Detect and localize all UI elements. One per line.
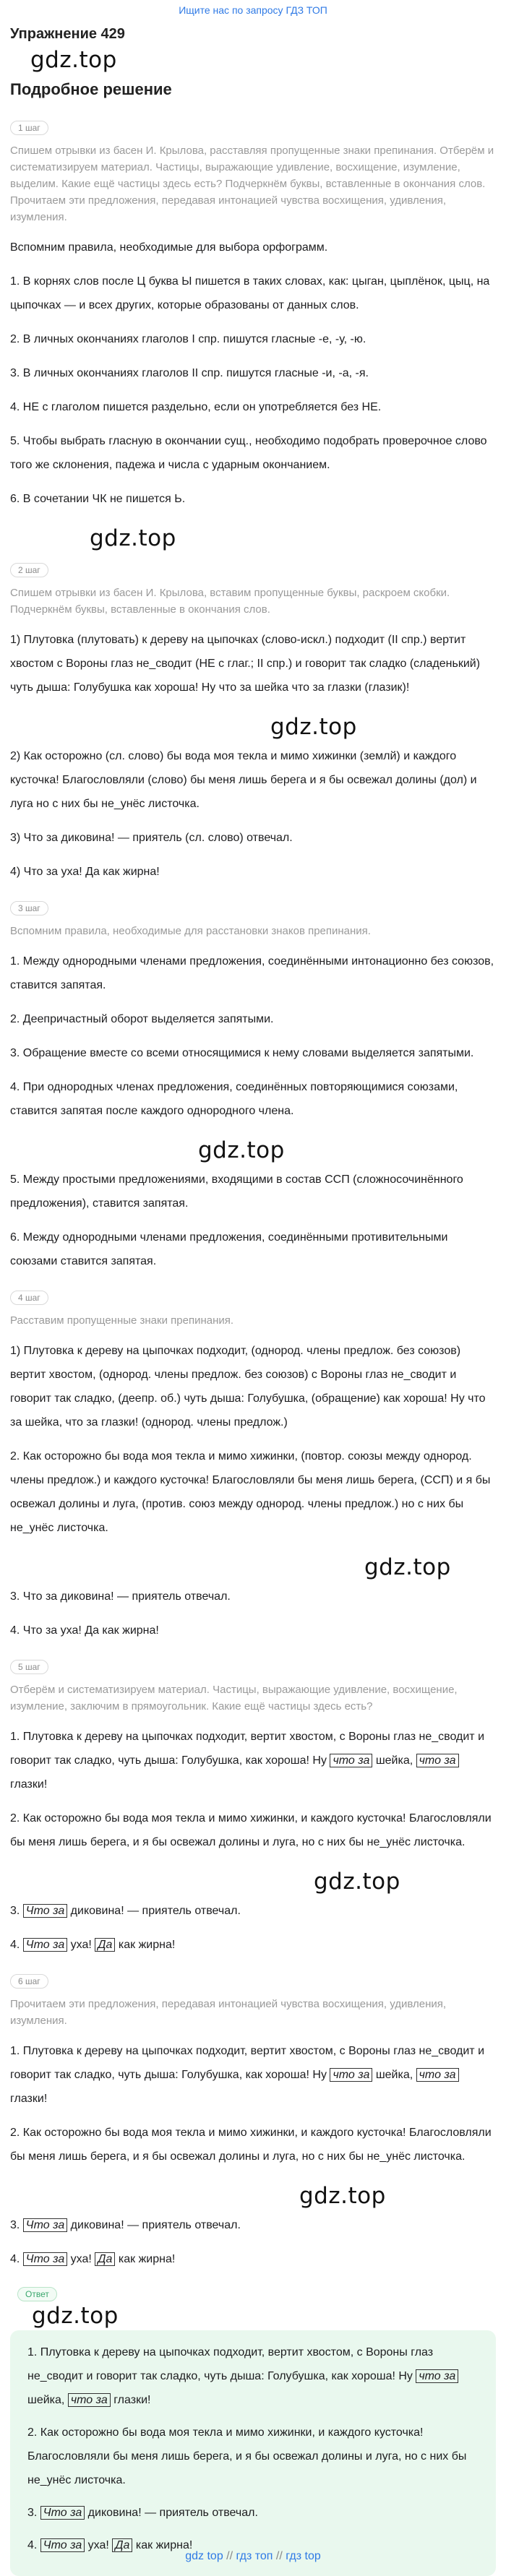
step-section [10,556,496,884]
step-section [10,1283,496,1642]
paragraph: 2. Деепричастный оборот выделяется запятыми. [10,1013,274,1025]
step-section [10,113,496,556]
footer-link[interactable]: gdz top [185,2550,223,2562]
paragraph: 2. Как осторожно бы вода моя текла и мимо хижинки, и каждого кусточка! Благословляли бы меня лишь берега, и я бы освежал долины и луга, но с них бы не_унёс листочка. [10,1812,492,1848]
paragraph: 3. Что за диковина! — приятель отвечал. [10,1905,241,1917]
boxed-particle: Что за [40,2506,85,2520]
top-search-link[interactable]: Ищите нас по запросу ГДЗ ТОП [179,4,327,16]
boxed-particle: Что за [23,2252,67,2266]
step-label: 1 шаг [10,121,48,135]
paragraph: 4. Что за уха! Да как жирна! [10,1939,176,1951]
watermark-row [10,710,496,744]
watermark-row [10,1550,496,1585]
paragraph: 2. В личных окончаниях глаголов I спр. пишутся гласные -е, -у, -ю. [10,333,366,345]
footer-link[interactable]: гдз топ [236,2550,273,2562]
watermark: gdz.top [364,1554,451,1580]
paragraph: 4. Что за уха! Да как жирна! [27,2539,193,2551]
watermark-row [10,1864,496,1899]
paragraph: 1. Плутовка к дереву на цыпочках подходит, вертит хвостом, с Вороны глаз не_сводит и говорит так сладко, чуть дыша: Голубушка, как хороша! Ну что за шейка, что за глазки! [10,1731,485,1791]
boxed-particle: что за [416,2369,458,2383]
watermark-row [10,2179,496,2213]
boxed-particle: Да [112,2538,132,2552]
step-label: 6 шаг [10,1974,48,1989]
paragraph: 4. При однородных членах предложения, соединённых повторяющимися союзами, ставится запятая после каждого однородного члена. [10,1081,458,1117]
answer-section [10,2281,496,2576]
boxed-particle: Что за [40,2538,85,2552]
paragraph: 1) Плутовка (плутовать) к дереву на цыпочках (слово-искл.) подходит (II спр.) вертит хвостом с Вороны глаз не_сводит (НЕ с глаг.; II спр.) и говорит так сладко (сладенький) чуть дыша: Голубушка как хороша! Ну что за шейка что за глазки (глазик)! [10,634,481,694]
paragraph: 3. Что за диковина! — приятель отвечал. [10,1590,231,1603]
boxed-particle: Что за [23,1904,67,1918]
paragraph: 4. Что за уха! Да как жирна! [10,1624,159,1637]
paragraph: 2. Как осторожно бы вода моя текла и мимо хижинки, и каждого кусточка! Благословляли бы меня лишь берега, и я бы освежал долины и луга, но с них бы не_унёс листочка. [10,2127,492,2163]
paragraph: 4) Что за уха! Да как жирна! [10,866,160,878]
step-description: Расставим пропущенные знаки препинания. [10,1314,234,1327]
paragraph: 1. Между однородными членами предложения, соединёнными интонационно без союзов, ставится запятая. [10,955,494,991]
boxed-particle: Что за [23,2218,67,2232]
boxed-particle: что за [330,2068,372,2082]
paragraph: 1) Плутовка к дереву на цыпочках подходит, (однород. члены предлож. без союзов) вертит хвостом, (однород. члены предлож. без союзов) с Вороны глаз не_сводит и говорит так сладко, (деепр. об.) чуть дыша: Голубушка, (обращение) как хороша! Ну что за шейка, что за глазки! (однород. члены предлож.) [10,1345,486,1429]
boxed-particle: что за [68,2393,111,2407]
paragraph: 3. Что за диковина! — приятель отвечал. [10,2219,241,2231]
paragraph: 6. Между однородными членами предложения, соединёнными противительными союзами ставится запятая. [10,1231,448,1267]
step-description: Отберём и систематизируем материал. Частицы, выражающие удивление, восхищение, изумление, заключим в прямоугольник. Какие ещё частицы здесь есть? [10,1684,458,1713]
boxed-particle: что за [416,2068,459,2082]
solution-title: Подробное решение [10,80,172,98]
answer-box [10,2330,496,2576]
step-description: Прочитаем эти предложения, передавая интонацией чувства восхищения, удивления, изумления. [10,1998,447,2027]
paragraph: 6. В сочетании ЧК не пишется Ь. [10,493,186,505]
step-label: 4 шаг [10,1291,48,1305]
watermark: gdz.top [314,1869,400,1895]
paragraph: 3) Что за диковина! — приятель (сл. слово) отвечал. [10,832,293,844]
step-section [10,1967,496,2271]
watermark-row [10,521,496,556]
paragraph: 3. В личных окончаниях глаголов II спр. пишутся гласные -и, -а, -я. [10,367,369,379]
step-label: 5 шаг [10,1660,48,1674]
watermark: gdz.top [299,2183,386,2209]
step-description: Вспомним правила, необходимые для расстановки знаков препинания. [10,925,371,937]
boxed-particle: Что за [23,1938,67,1952]
watermark: gdz.top [90,525,176,551]
paragraph: 1. В корнях слов после Ц буква Ы пишется в таких словах, как: цыган, цыплёнок, цыц, на цыпочках — и всех других, которые образованы от данных слов. [10,275,490,311]
boxed-particle: Да [95,2252,115,2266]
paragraph: 5. Чтобы выбрать гласную в окончании сущ., необходимо подобрать проверочное слово того же склонения, падежа и числа с ударным окончанием. [10,435,487,471]
paragraph: 4. НЕ с глаголом пишется раздельно, если он употребляется без НЕ. [10,401,382,413]
paragraph: 1. Плутовка к дереву на цыпочках подходит, вертит хвостом, с Вороны глаз не_сводит и говорит так сладко, чуть дыша: Голубушка, как хороша! Ну что за шейка, что за глазки! [27,2340,483,2412]
step-section [10,1653,496,1957]
footer-links [0,2550,506,2563]
paragraph: 3. Обращение вместе со всеми относящимися к нему словами выделяется запятыми. [10,1047,474,1059]
footer-separator: // [275,2550,283,2562]
boxed-particle: что за [330,1754,372,1767]
footer-link[interactable]: гдз top [286,2550,321,2562]
boxed-particle: что за [416,1754,459,1767]
paragraph: 2. Как осторожно бы вода моя текла и мимо хижинки, и каждого кусточка! Благословляли бы меня лишь берега, и я бы освежал долины и луга, но с них бы не_унёс листочка. [27,2426,467,2486]
footer-separator: // [226,2550,233,2562]
paragraph: 4. Что за уха! Да как жирна! [10,2253,176,2265]
exercise-title: Упражнение 429 [10,26,125,42]
boxed-particle: Да [95,1938,115,1952]
paragraph: Вспомним правила, необходимые для выбора орфограмм. [10,241,328,254]
watermark: gdz.top [32,2303,119,2329]
paragraph: 5. Между простыми предложениями, входящими в состав ССП (сложносочинённого предложения), ставится запятая. [10,1173,463,1210]
watermark-row [10,1133,496,1168]
paragraph: 1. Плутовка к дереву на цыпочках подходит, вертит хвостом, с Вороны глаз не_сводит и говорит так сладко, чуть дыша: Голубушка, как хороша! Ну что за шейка, что за глазки! [10,2045,485,2105]
watermark: gdz.top [270,714,357,740]
step-label: 2 шаг [10,563,48,577]
answer-label: Ответ [17,2287,57,2301]
step-description: Спишем отрывки из басен И. Крылова, вставим пропущенные буквы, раскроем скобки. Подчеркнём буквы, вставленные в окончания слов. [10,587,450,616]
step-description: Спишем отрывки из басен И. Крылова, расставляя пропущенные знаки препинания. Отберём и систематизируем материал. Частицы, выражающие удивление, восхищение, изумление, выделим. Какие ещё частицы здесь есть? Подчеркнём буквы, вставленные в окончания слов. Прочитаем эти предложения, передавая интонацией чувства восхищения, удивления, изумления. [10,145,494,223]
watermark: gdz.top [30,47,117,73]
watermark: gdz.top [198,1137,285,1163]
paragraph: 3. Что за диковина! — приятель отвечал. [27,2507,258,2519]
paragraph: 2. Как осторожно бы вода моя текла и мимо хижинки, (повтор. союзы между однород. члены предлож.) и каждого кусточка! Благословляли бы меня лишь берега, (ССП) и я бы освежал долины и луга, (против. союз между однород. члены предлож.) но с них бы не_унёс листочка. [10,1450,491,1534]
step-section [10,894,496,1273]
steps-container [10,113,496,2271]
paragraph: 2) Как осторожно (сл. слово) бы вода моя текла и мимо хижинки (землй) и каждого кусточка! Благословляли (слово) бы меня лишь берега и я бы освежал долины (дол) и луга но с них бы не_унёс листочка. [10,750,477,810]
page-content [0,26,506,2576]
step-label: 3 шаг [10,901,48,916]
